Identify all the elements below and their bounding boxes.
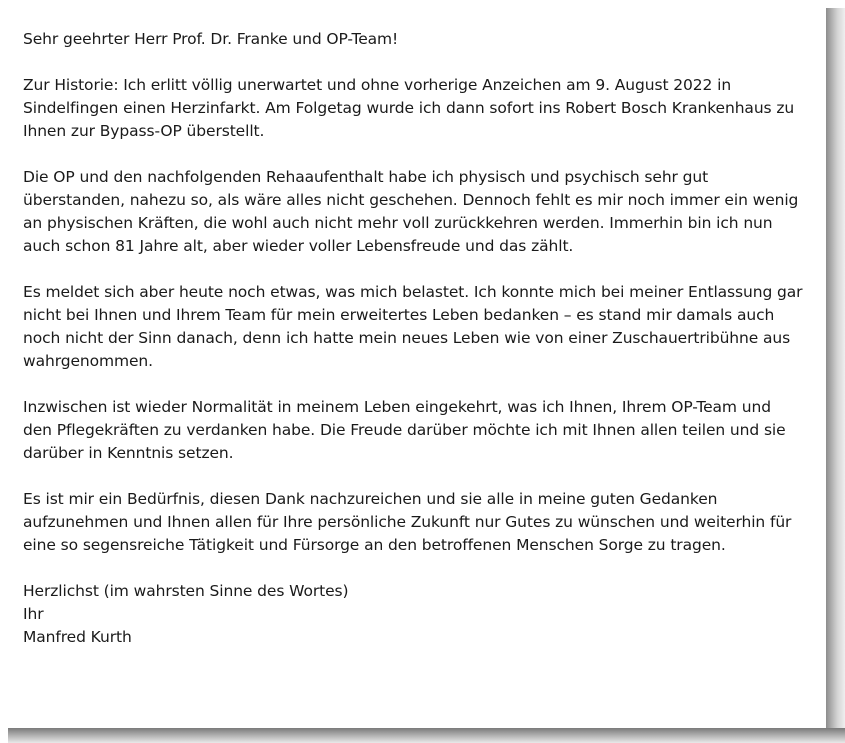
paragraph-recovery: Die OP und den nachfolgenden Rehaaufenthalt habe ich physisch und psychisch sehr gut überstanden, nahezu so, als wäre alles nicht geschehen. Dennoch fehlt es mir noch immer ein wenig an physischen Kräften, die wohl auch nicht mehr voll zurückkehren werden. Immerhin bin ich nun auch schon 81 Jahre alt, aber wieder voller Lebensfreude und das zählt. [23, 168, 799, 255]
paragraph-history: Zur Historie: Ich erlitt völlig unerwartet und ohne vorherige Anzeichen am 9. August 2022 in Sindelfingen einen Herzinfarkt. Am Folgetag wurde ich dann sofort ins Robert Bosch Krankenhaus zu Ihnen zur Bypass-OP überstellt. [23, 76, 795, 140]
paragraph-burden: Es meldet sich aber heute noch etwas, was mich belastet. Ich konnte mich bei meiner Entlassung gar nicht bei Ihnen und Ihrem Team für mein erweitertes Leben bedanken – es stand mir damals auch noch nicht der Sinn danach, denn ich hatte mein neues Leben wie von einer Zuschauertribühne aus wahrgenommen. [23, 283, 803, 370]
paragraph-gratitude: Es ist mir ein Bedürfnis, diesen Dank nachzureichen und sie alle in meine guten Gedanken aufzunehmen und Ihnen allen für Ihre persönliche Zukunft nur Gutes zu wünschen und weiterhin für eine so segensreiche Tätigkeit und Fürsorge an den betroffenen Menschen Sorge zu tragen. [23, 490, 792, 554]
signature: Manfred Kurth [23, 628, 132, 646]
closing-greeting: Herzlichst (im wahrsten Sinne des Wortes) [23, 582, 349, 600]
closing-line [23, 580, 803, 649]
frame-shadow-right [826, 8, 845, 743]
letter-body [23, 28, 803, 649]
closing-word: Ihr [23, 605, 44, 623]
frame-shadow-bottom [8, 728, 845, 743]
paragraph-normality: Inzwischen ist wieder Normalität in meinem Leben eingekehrt, was ich Ihnen, Ihrem OP-Team und den Pflegekräften zu verdanken habe. Die Freude darüber möchte ich mit Ihnen allen teilen und sie darüber in Kenntnis setzen. [23, 398, 786, 462]
salutation: Sehr geehrter Herr Prof. Dr. Franke und OP-Team! [23, 30, 399, 48]
